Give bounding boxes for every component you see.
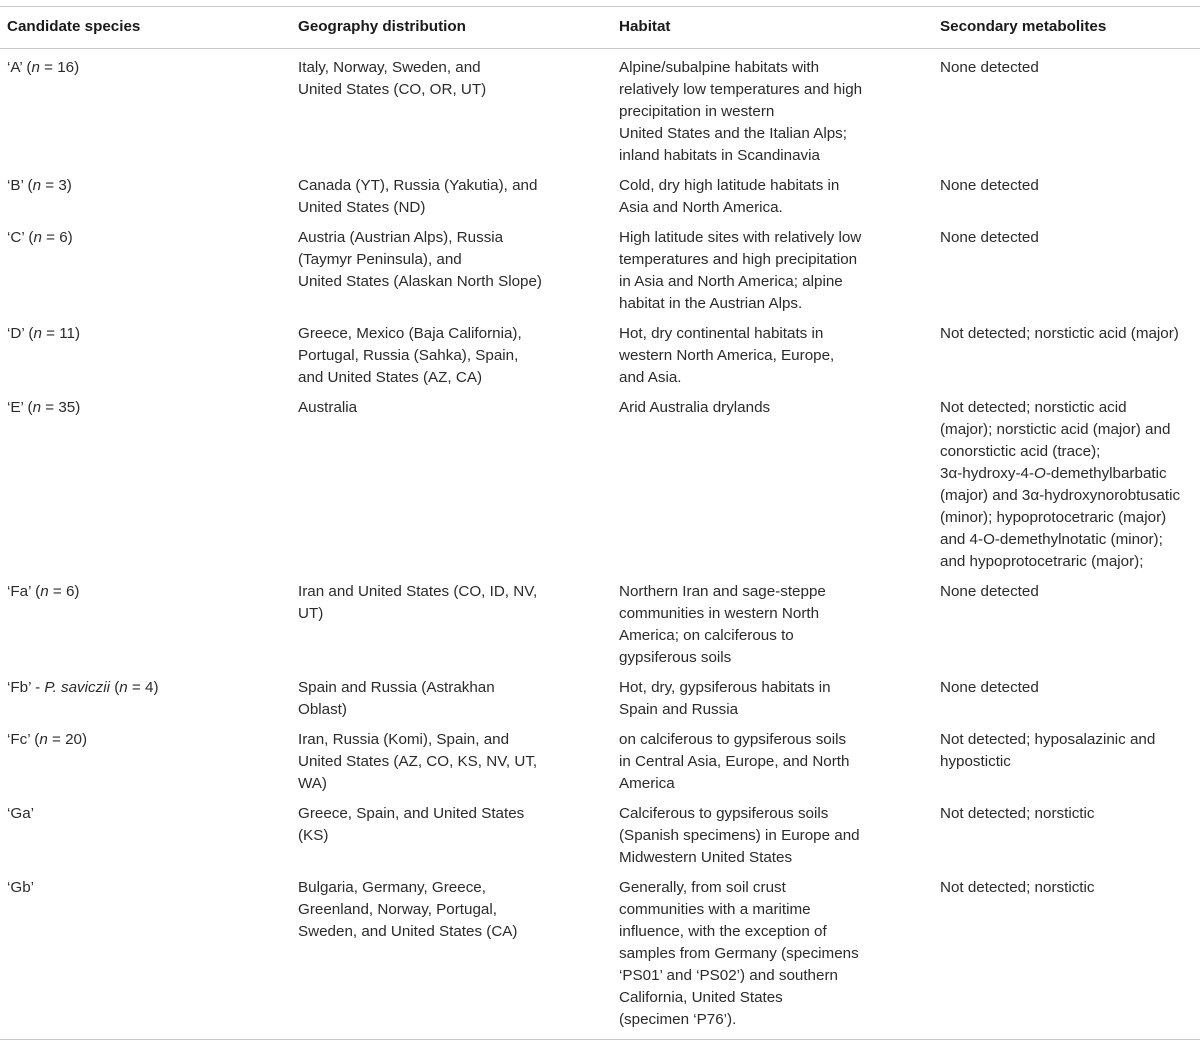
header-habitat: Habitat <box>612 7 933 49</box>
cell-secondary-metabolites <box>933 223 1200 319</box>
cell-geography-distribution <box>291 393 612 577</box>
cell-candidate-species <box>0 873 291 1040</box>
header-row <box>0 7 1200 49</box>
species-text: ‘B’ ( <box>7 177 33 194</box>
table-row <box>0 393 1200 577</box>
cell-habitat <box>612 171 933 223</box>
cell-geography-distribution-line: Iran, Russia (Komi), Spain, and <box>298 731 510 748</box>
cell-habitat-line: temperatures and high precipitation <box>619 251 858 268</box>
cell-candidate-species <box>0 577 291 673</box>
cell-geography-distribution <box>291 673 612 725</box>
cell-habitat-line: samples from Germany (specimens <box>619 945 859 962</box>
cell-geography-distribution-line: United States (AZ, CO, KS, NV, UT, <box>298 753 538 770</box>
cell-habitat-line: in Asia and North America; alpine <box>619 273 843 290</box>
cell-geography-distribution-line: Bulgaria, Germany, Greece, <box>298 879 486 896</box>
cell-habitat-line: relatively low temperatures and high <box>619 81 863 98</box>
cell-habitat-line: habitat in the Austrian Alps. <box>619 295 803 312</box>
cell-secondary-metabolites <box>933 873 1200 1040</box>
metabolite-text-italic: O <box>1034 465 1046 482</box>
cell-geography-distribution-line: Iran and United States (CO, ID, NV, <box>298 583 538 600</box>
metabolite-text: 3α-hydroxy-4- <box>940 465 1035 482</box>
cell-geography-distribution-line: United States (CO, OR, UT) <box>298 81 487 98</box>
cell-secondary-metabolites-line <box>940 485 1200 507</box>
metabolite-text: Not detected; norstictic <box>940 879 1095 896</box>
species-text-italic: n <box>32 177 42 194</box>
cell-candidate-species <box>0 725 291 799</box>
header-candidate-species: Candidate species <box>0 7 291 49</box>
cell-candidate-species <box>0 171 291 223</box>
metabolite-text: (minor); hypoprotocetraric (major) <box>940 509 1167 526</box>
cell-secondary-metabolites-line <box>940 419 1200 441</box>
cell-habitat-line: influence, with the exception of <box>619 923 827 940</box>
cell-geography-distribution <box>291 577 612 673</box>
cell-geography-distribution <box>291 873 612 1040</box>
cell-geography-distribution-line: Greenland, Norway, Portugal, <box>298 901 497 918</box>
cell-candidate-species <box>0 799 291 873</box>
cell-secondary-metabolites-line <box>940 729 1200 751</box>
cell-secondary-metabolites-line <box>940 677 1200 699</box>
metabolite-text: None detected <box>940 229 1039 246</box>
cell-habitat <box>612 799 933 873</box>
cell-habitat-line: America <box>619 775 675 792</box>
cell-geography-distribution-line: (KS) <box>298 827 329 844</box>
cell-habitat-line: and Asia. <box>619 369 682 386</box>
cell-habitat-line: America; on calciferous to <box>619 627 794 644</box>
table-row <box>0 223 1200 319</box>
metabolite-text: (major); norstictic acid (major) and <box>940 421 1171 438</box>
metabolite-text: (major) and 3α-hydroxynorobtusatic <box>940 487 1181 504</box>
cell-habitat-line: Calciferous to gypsiferous soils <box>619 805 829 822</box>
cell-habitat <box>612 223 933 319</box>
cell-geography-distribution <box>291 49 612 172</box>
species-text: = 16) <box>39 59 80 76</box>
table-body <box>0 49 1200 1040</box>
cell-habitat <box>612 49 933 172</box>
metabolite-text: None detected <box>940 177 1039 194</box>
cell-geography-distribution-line: and United States (AZ, CA) <box>298 369 483 386</box>
cell-candidate-species <box>0 49 291 172</box>
header-geography-distribution: Geography distribution <box>291 7 612 49</box>
species-text: = 11) <box>41 325 81 342</box>
species-text: ‘Fc’ ( <box>7 731 40 748</box>
cell-habitat-line: Cold, dry high latitude habitats in <box>619 177 840 194</box>
cell-geography-distribution-line: Oblast) <box>298 701 347 718</box>
cell-habitat-line: in Central Asia, Europe, and North <box>619 753 850 770</box>
cell-secondary-metabolites-line <box>940 463 1200 485</box>
cell-geography-distribution-line: Australia <box>298 399 358 416</box>
species-text: ‘C’ ( <box>7 229 34 246</box>
metabolite-text: and hypoprotocetraric (major); <box>940 553 1144 570</box>
table-row <box>0 673 1200 725</box>
cell-geography-distribution <box>291 799 612 873</box>
species-text: ‘E’ ( <box>7 399 33 416</box>
metabolite-text: Not detected; hyposalazinic and <box>940 731 1156 748</box>
cell-geography-distribution-line: WA) <box>298 775 327 792</box>
cell-secondary-metabolites-line <box>940 323 1200 345</box>
cell-secondary-metabolites-line <box>940 57 1200 79</box>
cell-candidate-species <box>0 393 291 577</box>
species-text-italic: n <box>32 399 42 416</box>
cell-candidate-species <box>0 223 291 319</box>
species-text: ‘Ga’ <box>7 805 35 822</box>
cell-habitat-line: Midwestern United States <box>619 849 793 866</box>
cell-secondary-metabolites-line <box>940 397 1200 419</box>
species-text: ‘Gb’ <box>7 879 35 896</box>
cell-habitat <box>612 393 933 577</box>
cell-geography-distribution-line: (Taymyr Peninsula), and <box>298 251 462 268</box>
species-text: = 20) <box>47 731 88 748</box>
cell-geography-distribution-line: Canada (YT), Russia (Yakutia), and <box>298 177 538 194</box>
cell-geography-distribution-line: Greece, Spain, and United States <box>298 805 525 822</box>
species-text: = 4) <box>127 679 159 696</box>
cell-secondary-metabolites-line <box>940 175 1200 197</box>
table-header <box>0 7 1200 49</box>
cell-habitat-line: Northern Iran and sage-steppe <box>619 583 826 600</box>
species-text: ‘Fa’ ( <box>7 583 41 600</box>
cell-secondary-metabolites-line <box>940 529 1200 551</box>
header-secondary-metabolites: Secondary metabolites <box>933 7 1200 49</box>
cell-habitat-line: High latitude sites with relatively low <box>619 229 862 246</box>
table-row <box>0 725 1200 799</box>
cell-habitat-line: Asia and North America. <box>619 199 783 216</box>
cell-geography-distribution-line: Greece, Mexico (Baja California), <box>298 325 522 342</box>
species-text-italic: n <box>119 679 128 696</box>
cell-habitat <box>612 673 933 725</box>
cell-habitat-line: (Spanish specimens) in Europe and <box>619 827 860 844</box>
cell-habitat <box>612 577 933 673</box>
cell-geography-distribution-line: Austria (Austrian Alps), Russia <box>298 229 504 246</box>
cell-habitat-line: inland habitats in Scandinavia <box>619 147 820 164</box>
cell-habitat-line: Generally, from soil crust <box>619 879 786 896</box>
species-text: ( <box>109 679 120 696</box>
metabolite-text: None detected <box>940 679 1039 696</box>
metabolite-text: conorstictic acid (trace); <box>940 443 1101 460</box>
cell-secondary-metabolites-line <box>940 581 1200 603</box>
cell-secondary-metabolites-line <box>940 803 1200 825</box>
cell-habitat-line: communities in western North <box>619 605 820 622</box>
metabolite-text: Not detected; norstictic acid (major) <box>940 325 1179 342</box>
species-text-italic: n <box>31 59 40 76</box>
cell-geography-distribution <box>291 171 612 223</box>
cell-habitat-line: United States and the Italian Alps; <box>619 125 847 142</box>
species-text: = 35) <box>41 399 81 416</box>
cell-secondary-metabolites <box>933 577 1200 673</box>
cell-habitat-line: western North America, Europe, <box>619 347 835 364</box>
cell-geography-distribution-line: Italy, Norway, Sweden, and <box>298 59 481 76</box>
cell-secondary-metabolites <box>933 725 1200 799</box>
metabolite-text: and 4-O-demethylnotatic (minor); <box>940 531 1163 548</box>
metabolite-text: Not detected; norstictic <box>940 805 1095 822</box>
species-text-italic: n <box>33 229 42 246</box>
species-table <box>0 6 1200 1040</box>
cell-secondary-metabolites-line <box>940 227 1200 249</box>
cell-geography-distribution <box>291 725 612 799</box>
cell-secondary-metabolites <box>933 171 1200 223</box>
cell-geography-distribution-line: United States (ND) <box>298 199 426 216</box>
cell-habitat-line: Hot, dry continental habitats in <box>619 325 824 342</box>
cell-secondary-metabolites <box>933 393 1200 577</box>
cell-candidate-species <box>0 673 291 725</box>
cell-habitat-line: Alpine/subalpine habitats with <box>619 59 820 76</box>
cell-habitat-line: on calciferous to gypsiferous soils <box>619 731 847 748</box>
cell-habitat-line: Hot, dry, gypsiferous habitats in <box>619 679 831 696</box>
table-row <box>0 577 1200 673</box>
cell-geography-distribution <box>291 223 612 319</box>
species-text: ‘A’ ( <box>7 59 32 76</box>
cell-geography-distribution-line: UT) <box>298 605 324 622</box>
cell-habitat-line: communities with a maritime <box>619 901 811 918</box>
table-row <box>0 319 1200 393</box>
species-text-italic: P. saviczii <box>44 679 110 696</box>
metabolite-text: -demethylbarbatic <box>1045 465 1167 482</box>
cell-secondary-metabolites <box>933 49 1200 172</box>
cell-geography-distribution-line: Portugal, Russia (Sahka), Spain, <box>298 347 519 364</box>
metabolite-text: Not detected; norstictic acid <box>940 399 1127 416</box>
cell-geography-distribution-line: United States (Alaskan North Slope) <box>298 273 542 290</box>
table-row <box>0 873 1200 1040</box>
cell-habitat <box>612 725 933 799</box>
cell-secondary-metabolites <box>933 673 1200 725</box>
metabolite-text: hypostictic <box>940 753 1011 770</box>
cell-habitat <box>612 319 933 393</box>
cell-geography-distribution <box>291 319 612 393</box>
cell-habitat-line: Arid Australia drylands <box>619 399 771 416</box>
species-text: = 6) <box>48 583 80 600</box>
cell-habitat-line: precipitation in western <box>619 103 775 120</box>
species-text-italic: n <box>33 325 42 342</box>
table-row <box>0 49 1200 172</box>
table-row <box>0 799 1200 873</box>
cell-secondary-metabolites <box>933 319 1200 393</box>
species-text: ‘D’ ( <box>7 325 34 342</box>
cell-secondary-metabolites-line <box>940 877 1200 899</box>
cell-secondary-metabolites-line <box>940 551 1200 573</box>
metabolite-text: None detected <box>940 583 1039 600</box>
cell-habitat <box>612 873 933 1040</box>
table-row <box>0 171 1200 223</box>
species-text: = 3) <box>41 177 72 194</box>
cell-secondary-metabolites <box>933 799 1200 873</box>
cell-habitat-line: (specimen ‘P76’). <box>619 1011 737 1028</box>
cell-habitat-line: California, United States <box>619 989 783 1006</box>
cell-secondary-metabolites-line <box>940 507 1200 529</box>
cell-secondary-metabolites-line <box>940 441 1200 463</box>
cell-geography-distribution-line: Sweden, and United States (CA) <box>298 923 518 940</box>
species-text: = 6) <box>41 229 73 246</box>
cell-habitat-line: Spain and Russia <box>619 701 739 718</box>
species-text-italic: n <box>39 731 48 748</box>
species-text-italic: n <box>40 583 49 600</box>
cell-geography-distribution-line: Spain and Russia (Astrakhan <box>298 679 495 696</box>
species-text: ‘Fb’ - <box>7 679 45 696</box>
cell-candidate-species <box>0 319 291 393</box>
cell-secondary-metabolites-line <box>940 751 1200 773</box>
metabolite-text: None detected <box>940 59 1039 76</box>
cell-habitat-line: gypsiferous soils <box>619 649 732 666</box>
cell-habitat-line: ‘PS01’ and ‘PS02’) and southern <box>619 967 838 984</box>
